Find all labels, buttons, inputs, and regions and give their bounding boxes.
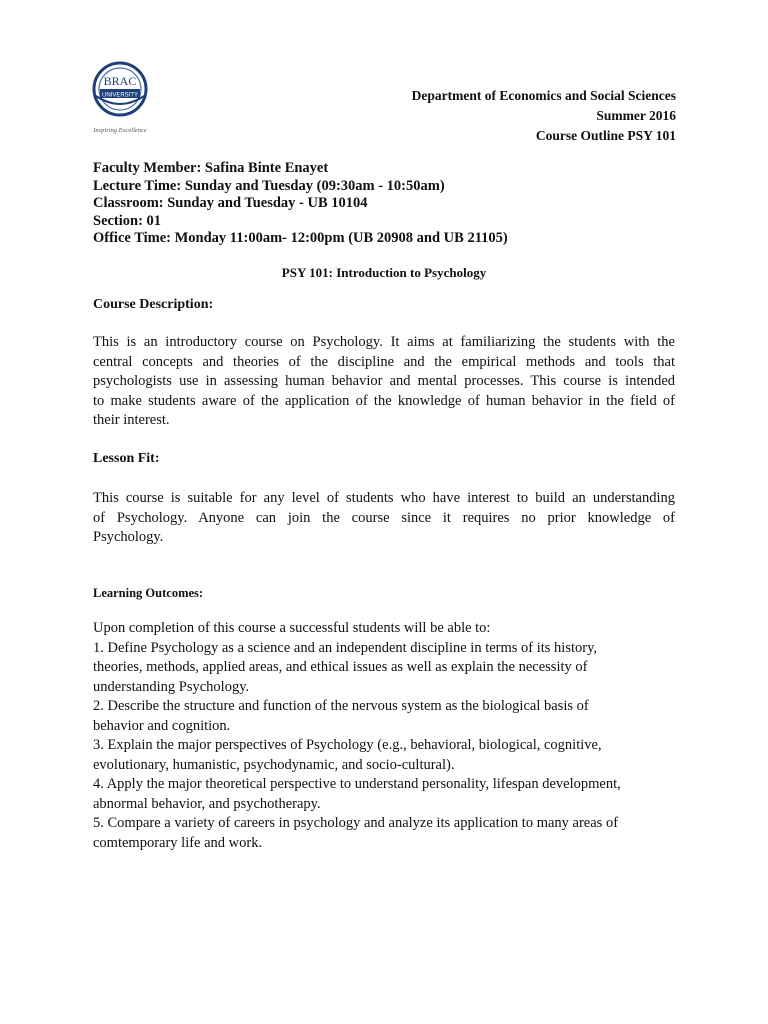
- paragraph-line: of Psychology. Anyone can join the course since it requires no prior knowledge of: [93, 509, 675, 526]
- paragraph-line: Psychology.: [93, 529, 164, 546]
- paragraph-line: their interest.: [93, 412, 170, 429]
- classroom: Classroom: Sunday and Tuesday - UB 10104: [93, 195, 368, 211]
- lesson-fit-heading: Lesson Fit:: [93, 451, 160, 466]
- paragraph-line: This is an introductory course on Psychology. It aims at familiarizing the students with the: [93, 334, 675, 350]
- outcome-line: 1. Define Psychology as a science and an independent discipline in terms of its history,: [93, 639, 598, 656]
- paragraph-line: This course is suitable for any level of students who have interest to build an understanding: [93, 490, 675, 506]
- outcome-line: 4. Apply the major theoretical perspective to understand personality, lifespan development,: [93, 776, 621, 792]
- outcomes-intro: Upon completion of this course a successful students will be able to:: [93, 620, 491, 636]
- outcome-line: understanding Psychology.: [93, 678, 250, 695]
- paragraph-line: psychologists use in assessing human behavior and mental processes. This course is intended: [93, 373, 675, 390]
- faculty-member: Faculty Member: Safina Binte Enayet: [93, 160, 329, 176]
- lecture-time: Lecture Time: Sunday and Tuesday (09:30am - 10:50am): [93, 177, 445, 194]
- learning-outcomes-heading: Learning Outcomes:: [93, 586, 204, 600]
- term: Summer 2016: [596, 108, 676, 123]
- course-outline-label: Course Outline PSY 101: [535, 128, 676, 143]
- course-info: [93, 160, 508, 248]
- paragraph-line: to make students aware of the application of the knowledge of human behavior in the field of: [93, 392, 675, 409]
- outcome-line: 2. Describe the structure and function of the nervous system as the biological basis of: [93, 698, 589, 714]
- university-logo: [82, 56, 172, 136]
- outcome-line: 3. Explain the major perspectives of Psychology (e.g., behavioral, biological, cognitive,: [93, 737, 602, 753]
- course-title: PSY 101: Introduction to Psychology: [281, 265, 487, 280]
- document-header: [412, 86, 676, 146]
- logo-tagline: Inspiring Excellence: [93, 127, 147, 134]
- paragraph-line: central concepts and theories of the discipline and the empirical methods and tools that: [93, 353, 675, 370]
- logo-bottom-text: UNIVERSITY: [101, 92, 139, 99]
- outcome-line: 5. Compare a variety of careers in psychology and analyze its application to many areas of: [93, 815, 619, 831]
- course-description-text: [93, 333, 675, 431]
- section: Section: 01: [93, 212, 162, 229]
- outcome-line: evolutionary, humanistic, psychodynamic, and socio-cultural).: [93, 756, 455, 773]
- outcome-line: abnormal behavior, and psychotherapy.: [93, 795, 321, 812]
- lesson-fit-text: [93, 489, 675, 548]
- outcome-line: behavior and cognition.: [93, 717, 231, 734]
- learning-outcomes-list: [93, 619, 693, 853]
- outcome-line: theories, methods, applied areas, and ethical issues as well as explain the necessity of: [93, 659, 588, 675]
- logo-top-text: BRAC: [103, 74, 137, 88]
- office-time: Office Time: Monday 11:00am- 12:00pm (UB 20908 and UB 21105): [93, 230, 508, 246]
- outcome-line: comtemporary life and work.: [93, 834, 263, 851]
- department-name: Department of Economics and Social Sciences: [411, 88, 676, 103]
- course-description-heading: Course Description:: [93, 297, 214, 312]
